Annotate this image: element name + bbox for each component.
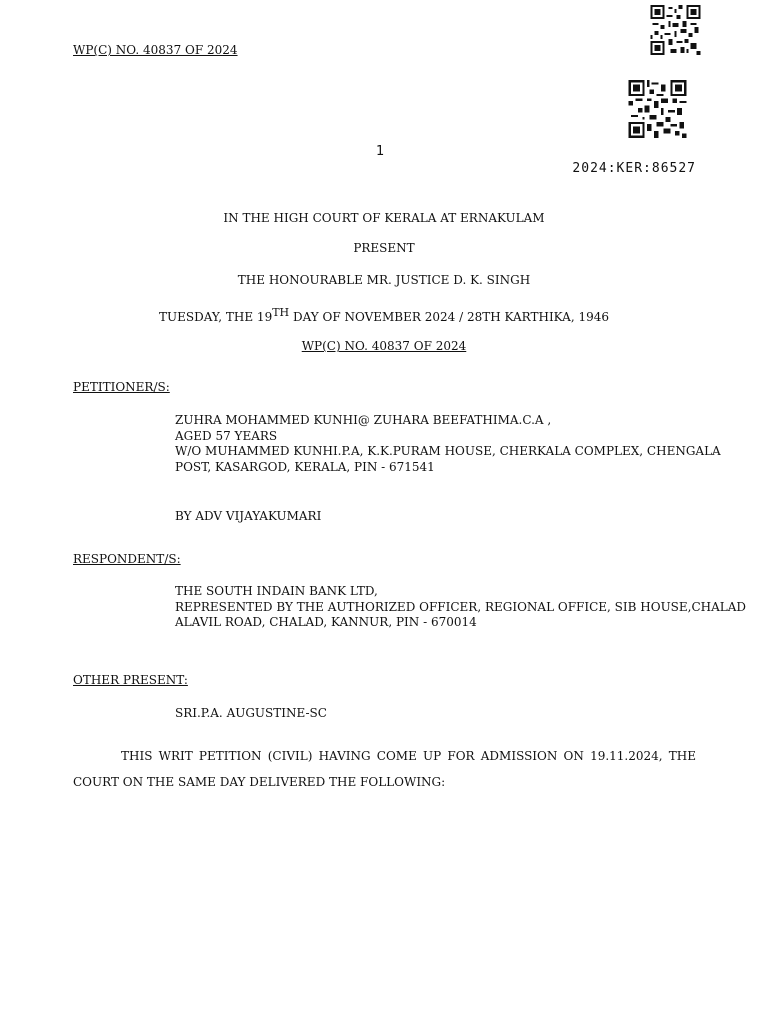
petitioner-heading: PETITIONER/S:: [73, 380, 170, 394]
date-line: [0, 306, 768, 324]
case-number: WP(C) NO. 40837 OF 2024: [301, 339, 467, 353]
petitioner-line: AGED 57 YEARS: [175, 428, 278, 443]
respondent-heading: RESPONDENT/S:: [73, 552, 181, 566]
petitioner-advocate: BY ADV VIJAYAKUMARI: [175, 509, 322, 523]
qr-code-icon: [626, 80, 689, 138]
closing-paragraph: THIS WRIT PETITION (CIVIL) HAVING COME UP FOR ADMISSION ON 19.11.2024, THE COURT ON THE SAME DAY DELIVERED THE FOLLOWING:: [73, 749, 696, 789]
qr-code-icon: [648, 5, 703, 55]
date-prefix: TUESDAY, THE 19: [158, 310, 273, 324]
other-present-name: SRI.P.A. AUGUSTINE-SC: [175, 706, 327, 720]
date-superscript: TH: [272, 306, 290, 319]
respondent-line: THE SOUTH INDAIN BANK LTD,: [175, 584, 378, 598]
date-suffix: DAY OF NOVEMBER 2024 / 28TH KARTHIKA, 1946: [289, 310, 609, 324]
other-present-heading: OTHER PRESENT:: [73, 673, 188, 687]
petitioner-line: W/O MUHAMMED KUNHI.P.A, K.K.PURAM HOUSE, CHERKALA COMPLEX, CHENGALA: [175, 444, 721, 458]
petitioner-line: POST, KASARGOD, KERALA, PIN - 671541: [175, 459, 435, 474]
citation-number: 2024:KER:86527: [572, 161, 696, 176]
respondent-line: REPRESENTED BY THE AUTHORIZED OFFICER, REGIONAL OFFICE, SIB HOUSE,CHALAD: [175, 599, 747, 614]
respondent-details: [175, 584, 746, 631]
petitioner-line: ZUHRA MOHAMMED KUNHI@ ZUHARA BEEFATHIMA.C.A ,: [175, 413, 552, 427]
case-number-title: [0, 339, 768, 353]
present-label: PRESENT: [353, 241, 415, 255]
page-number: 1: [376, 144, 385, 159]
petitioner-details: [175, 413, 721, 475]
case-number-header: WP(C) NO. 40837 OF 2024: [73, 43, 238, 57]
court-name: IN THE HIGH COURT OF KERALA AT ERNAKULAM: [223, 211, 545, 225]
respondent-line: ALAVIL ROAD, CHALAD, KANNUR, PIN - 670014: [175, 615, 477, 629]
judge-name: THE HONOURABLE MR. JUSTICE D. K. SINGH: [237, 273, 531, 287]
